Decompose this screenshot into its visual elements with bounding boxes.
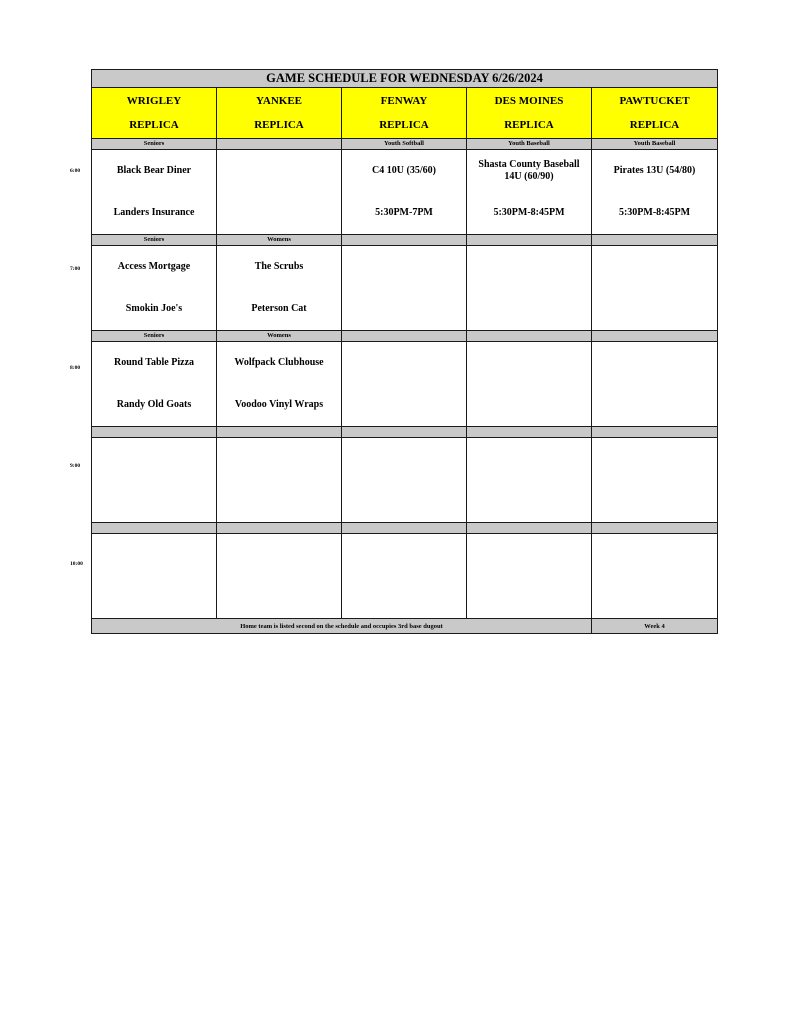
game-cell xyxy=(92,246,217,331)
game-cell xyxy=(467,246,592,331)
division-label xyxy=(467,331,592,342)
field-name: FENWAY xyxy=(380,95,428,107)
division-label: Seniors xyxy=(92,139,217,150)
division-label xyxy=(92,523,217,534)
game-cell xyxy=(592,246,718,331)
time-label-8: 8:00 xyxy=(70,365,81,371)
team-line-2: 5:30PM-8:45PM xyxy=(493,207,565,218)
game-cell xyxy=(92,342,217,427)
team-line-2 xyxy=(92,576,216,618)
division-label xyxy=(467,427,592,438)
team-line-2 xyxy=(342,288,466,330)
field-name: WRIGLEY xyxy=(126,95,182,107)
game-cell xyxy=(342,534,467,619)
division-label xyxy=(342,235,467,246)
division-row xyxy=(92,523,718,534)
game-cell xyxy=(92,438,217,523)
team-line-2 xyxy=(592,480,717,522)
week-label: Week 4 xyxy=(592,619,718,634)
game-cell xyxy=(217,246,342,331)
team-line-1: The Scrubs xyxy=(254,261,304,272)
team-line-1 xyxy=(467,438,591,480)
game-row xyxy=(92,342,718,427)
game-cell xyxy=(217,438,342,523)
time-label-6: 6:00 xyxy=(70,168,81,174)
team-line-1 xyxy=(592,534,717,576)
team-line-2 xyxy=(342,384,466,426)
time-label-7: 7:00 xyxy=(70,266,81,272)
team-line-1: Access Mortgage xyxy=(117,261,191,272)
division-label: Womens xyxy=(217,235,342,246)
team-line-1 xyxy=(342,438,466,480)
team-line-2 xyxy=(342,576,466,618)
division-label xyxy=(217,427,342,438)
team-line-2 xyxy=(467,480,591,522)
game-cell xyxy=(592,534,718,619)
team-line-2 xyxy=(217,192,341,234)
team-line-2: Peterson Cat xyxy=(251,303,307,314)
game-cell xyxy=(467,534,592,619)
footer-note: Home team is listed second on the schedule and occupies 3rd base dugout xyxy=(92,619,592,634)
division-row xyxy=(92,427,718,438)
team-line-2: Voodoo Vinyl Wraps xyxy=(234,399,324,410)
team-line-1 xyxy=(217,150,341,192)
team-line-1: Pirates 13U (54/80) xyxy=(613,165,696,176)
team-line-2 xyxy=(92,480,216,522)
team-line-2 xyxy=(592,576,717,618)
field-name: PAWTUCKET xyxy=(619,95,690,107)
field-header-fenway xyxy=(342,88,467,139)
team-line-2: Smokin Joe's xyxy=(125,303,183,314)
team-line-1 xyxy=(92,534,216,576)
title-row xyxy=(92,70,718,88)
game-cell xyxy=(467,438,592,523)
team-line-2 xyxy=(592,384,717,426)
team-line-2: 5:30PM-7PM xyxy=(375,207,433,218)
division-label: Youth Baseball xyxy=(592,139,718,150)
division-label xyxy=(217,139,342,150)
field-name: YANKEE xyxy=(255,95,303,107)
team-line-1 xyxy=(467,534,591,576)
game-cell xyxy=(342,438,467,523)
team-line-2 xyxy=(592,288,717,330)
game-cell xyxy=(467,150,592,235)
game-cell xyxy=(592,438,718,523)
game-cell xyxy=(342,246,467,331)
team-line-1 xyxy=(467,246,591,288)
division-label: Seniors xyxy=(92,331,217,342)
division-label: Youth Softball xyxy=(342,139,467,150)
division-label xyxy=(592,427,718,438)
division-label xyxy=(342,427,467,438)
division-label xyxy=(592,331,718,342)
field-sub: REPLICA xyxy=(629,119,680,131)
field-sub: REPLICA xyxy=(379,119,429,131)
team-line-2: Landers Insurance xyxy=(113,207,195,218)
team-line-1 xyxy=(592,342,717,384)
field-header-wrigley xyxy=(92,88,217,139)
game-cell xyxy=(467,342,592,427)
division-label xyxy=(217,523,342,534)
field-sub: REPLICA xyxy=(129,119,179,131)
team-line-1 xyxy=(342,342,466,384)
game-cell xyxy=(342,150,467,235)
team-line-2: Randy Old Goats xyxy=(116,399,192,410)
field-header-pawtucket xyxy=(592,88,718,139)
team-line-1: Black Bear Diner xyxy=(116,165,192,176)
game-cell xyxy=(92,150,217,235)
field-name: DES MOINES xyxy=(494,95,564,107)
team-line-1: Round Table Pizza xyxy=(113,357,195,368)
division-label: Womens xyxy=(217,331,342,342)
time-label-9: 9:00 xyxy=(70,463,81,469)
game-cell xyxy=(92,534,217,619)
footer-row xyxy=(92,619,718,634)
team-line-2: 5:30PM-8:45PM xyxy=(618,207,691,218)
team-line-1 xyxy=(592,246,717,288)
team-line-2 xyxy=(467,384,591,426)
division-row xyxy=(92,331,718,342)
game-row xyxy=(92,246,718,331)
field-header-row xyxy=(92,88,718,139)
division-label xyxy=(592,235,718,246)
field-header-des-moines xyxy=(467,88,592,139)
team-line-1: Shasta County Baseball 14U (60/90) xyxy=(478,159,580,182)
team-line-1: C4 10U (35/60) xyxy=(372,165,436,176)
team-line-1 xyxy=(342,246,466,288)
team-line-1 xyxy=(217,534,341,576)
division-label xyxy=(592,523,718,534)
game-row xyxy=(92,150,718,235)
team-line-1 xyxy=(592,438,717,480)
game-schedule-table xyxy=(91,69,718,634)
division-label xyxy=(342,523,467,534)
team-line-2 xyxy=(217,576,341,618)
team-line-2 xyxy=(217,480,341,522)
schedule-title: GAME SCHEDULE FOR WEDNESDAY 6/26/2024 xyxy=(92,70,718,88)
field-sub: REPLICA xyxy=(254,119,304,131)
team-line-1 xyxy=(467,342,591,384)
time-label-10: 10:00 xyxy=(70,561,83,567)
game-cell xyxy=(592,150,718,235)
division-label: Seniors xyxy=(92,235,217,246)
game-row xyxy=(92,534,718,619)
division-label xyxy=(342,331,467,342)
team-line-1 xyxy=(342,534,466,576)
division-label xyxy=(467,235,592,246)
division-row xyxy=(92,235,718,246)
game-cell xyxy=(217,150,342,235)
game-cell xyxy=(217,342,342,427)
game-cell xyxy=(592,342,718,427)
division-label xyxy=(92,427,217,438)
team-line-2 xyxy=(467,576,591,618)
division-label xyxy=(467,523,592,534)
game-cell xyxy=(342,342,467,427)
team-line-1 xyxy=(92,438,216,480)
division-row xyxy=(92,139,718,150)
game-row xyxy=(92,438,718,523)
division-label: Youth Baseball xyxy=(467,139,592,150)
field-header-yankee xyxy=(217,88,342,139)
team-line-1: Wolfpack Clubhouse xyxy=(234,357,324,368)
field-sub: REPLICA xyxy=(504,119,554,131)
team-line-2 xyxy=(342,480,466,522)
team-line-1 xyxy=(217,438,341,480)
game-cell xyxy=(217,534,342,619)
team-line-2 xyxy=(467,288,591,330)
